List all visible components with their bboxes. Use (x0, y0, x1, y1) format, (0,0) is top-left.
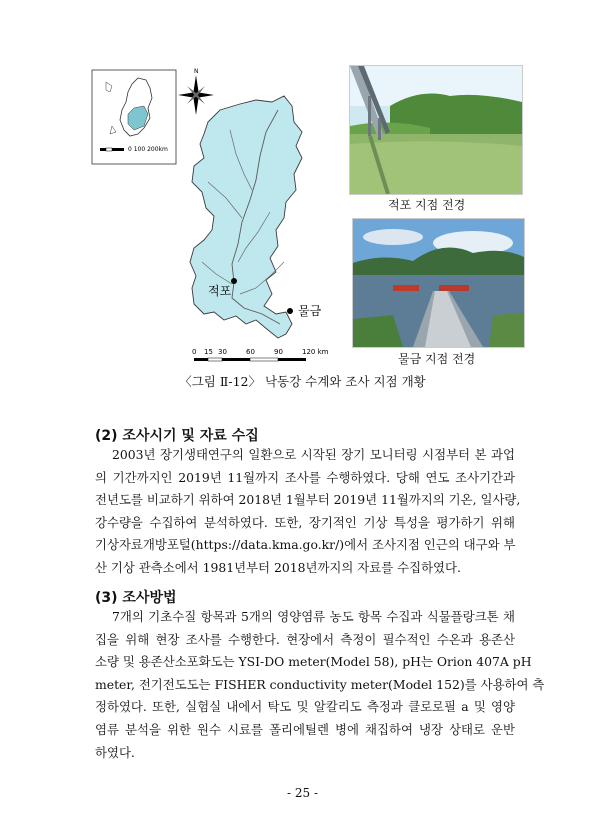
scale-tick: 90 (274, 348, 283, 356)
jeokpo-site-photo (349, 65, 523, 195)
section-heading: (2) 조사시기 및 자료 수집 (95, 428, 259, 444)
paragraph-line: 하였다. (95, 744, 135, 760)
scale-tick: 0 (192, 348, 197, 356)
nakdong-basin-map-graphic (80, 62, 342, 362)
paragraph-line: 소량 및 용존산소포화도는 YSI-DO meter(Model 58), pH는 Orion 407A pH (95, 654, 532, 670)
scale-tick: 30 (218, 348, 227, 356)
scale-tick: 60 (246, 348, 255, 356)
scale-tick: 120 km (302, 348, 329, 356)
paragraph-line: meter, 전기전도도는 FISHER conductivity meter(Model 152)를 사용하여 측 (95, 676, 545, 692)
jeokpo-photo-caption: 적포 지점 전경 (388, 198, 466, 212)
paragraph-line: 2003년 장기생태연구의 일환으로 시작된 장기 모니터링 시점부터 본 과업 (112, 447, 515, 462)
section-heading: (3) 조사방법 (95, 590, 177, 606)
map-scale-bar (192, 348, 329, 361)
mulgeum-photo-caption: 물금 지점 전경 (398, 352, 476, 366)
paragraph-line: 전년도를 비교하기 위하여 2018년 1월부터 2019년 11월까지의 기온, 일사량, (95, 492, 521, 508)
site-mulgeum-marker (287, 308, 293, 314)
figure-caption: 〈그림 Ⅱ-12〉 낙동강 수계와 조사 지점 개황 (179, 374, 426, 389)
scale-tick: 15 (204, 348, 213, 356)
mulgeum-site-photo (352, 218, 525, 348)
section-paragraph (95, 444, 521, 580)
basin-outline (190, 96, 302, 338)
site-mulgeum-label: 물금 (298, 304, 322, 318)
paragraph-line: 염류 분석을 위한 원수 시료를 폴리에틸렌 병에 채집하여 냉장 상태로 운반 (95, 721, 515, 737)
paragraph-line: 7개의 기초수질 항목과 5개의 영양염류 농도 항목 수집과 식물플랑크톤 채 (112, 609, 515, 624)
paragraph-line: 의 기간까지인 2019년 11월까지 조사를 수행하였다. 당해 연도 조사기간과 (95, 469, 515, 485)
site-jeokpo-marker (231, 278, 237, 284)
site-jeokpo-label: 적포 (208, 284, 232, 298)
svg-text:N: N (194, 68, 199, 75)
paragraph-line: 집을 위해 현장 조사를 수행한다. 현장에서 측정이 필수적인 수온과 용존산 (95, 631, 515, 647)
inset-scale-label: 0 100 200km (128, 146, 168, 153)
basin-map (80, 62, 342, 362)
section-paragraph (95, 606, 545, 764)
paragraph-line: 산 기상 관측소에서 1981년부터 2018년까지의 자료를 수집하였다. (95, 559, 461, 575)
north-arrow-icon (178, 68, 214, 115)
paragraph-line: 기상자료개방포털(https://data.kma.go.kr/)에서 조사지점 인근의 대구와 부 (95, 537, 516, 553)
page-number: - 25 - (286, 786, 318, 800)
paragraph-line: 강수량을 수집하여 분석하였다. 또한, 장기적인 기상 특성을 평가하기 위해 (95, 514, 515, 530)
paragraph-line: 정하였다. 또한, 실험실 내에서 탁도 및 알칼리도 측정과 클로로필 a 및 영양 (95, 699, 515, 715)
